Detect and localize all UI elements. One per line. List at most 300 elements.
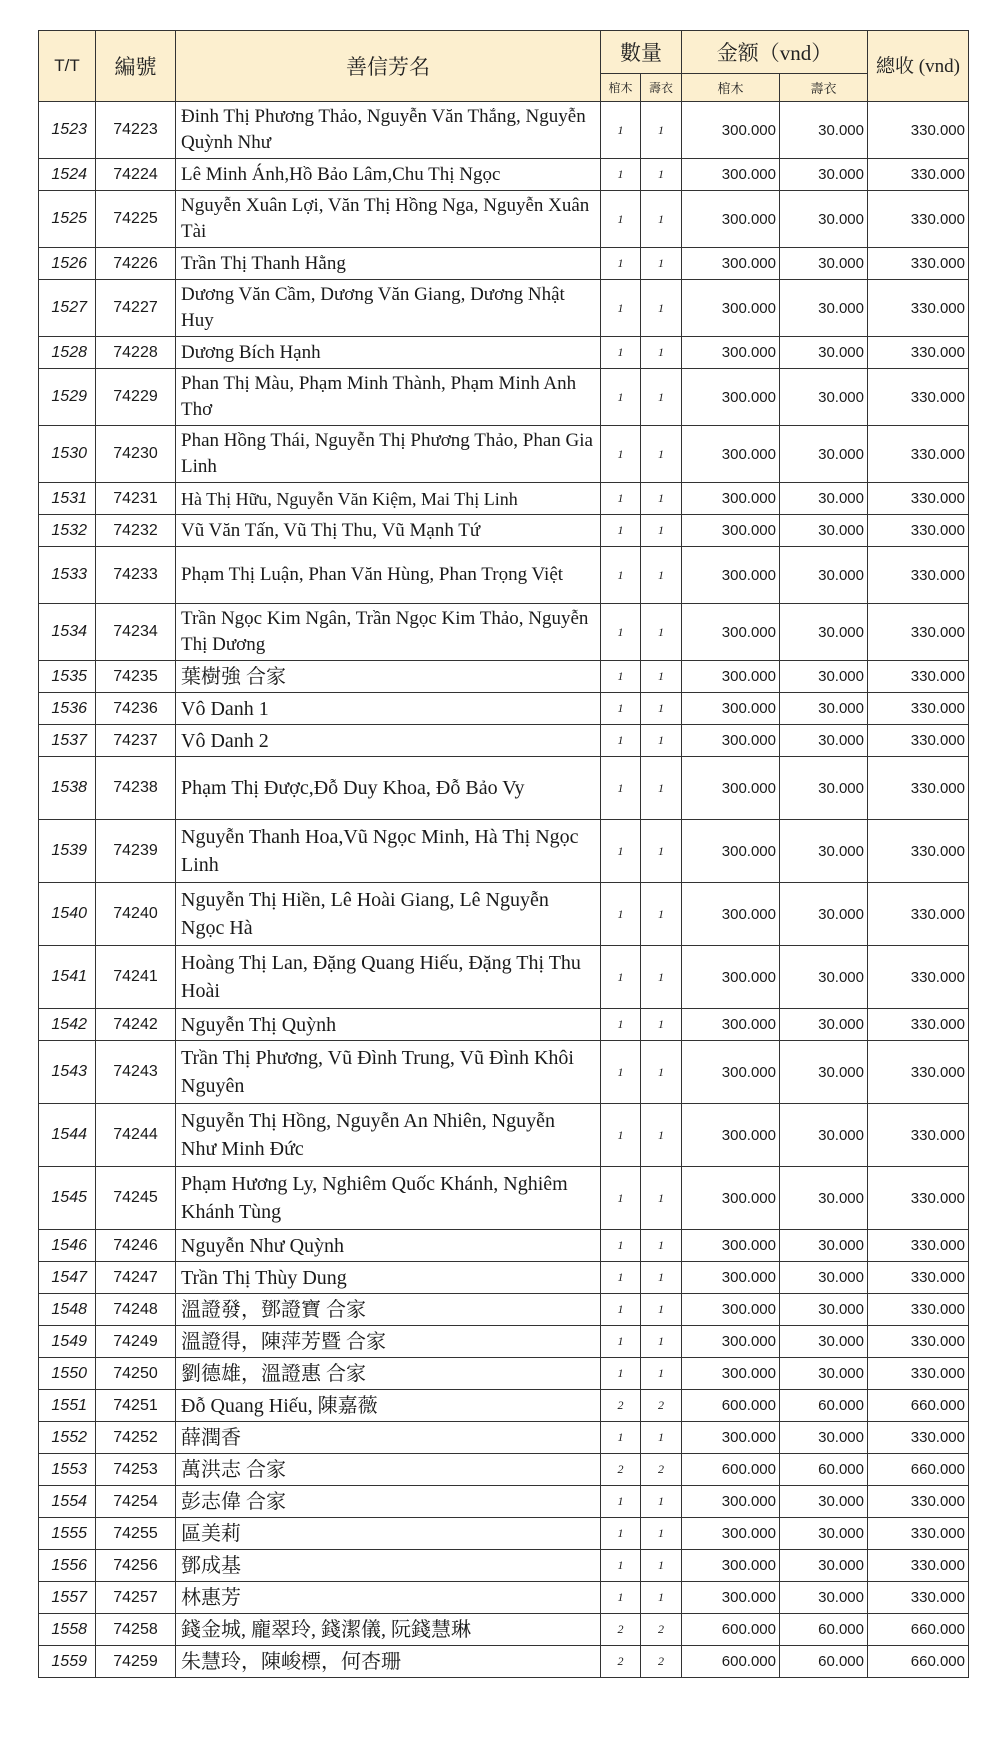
donor-code: 74243 xyxy=(96,1041,176,1104)
amount-shroud: 30.000 xyxy=(780,102,868,159)
row-number: 1556 xyxy=(39,1550,96,1582)
row-number: 1558 xyxy=(39,1614,96,1646)
donor-name: Nguyễn Thị Hiền, Lê Hoài Giang, Lê Nguyễn Ngọc Hà xyxy=(176,883,601,946)
qty-coffin: 1 xyxy=(601,1422,641,1454)
qty-shroud: 1 xyxy=(641,1582,682,1614)
amount-coffin: 300.000 xyxy=(682,1167,780,1230)
amount-shroud: 30.000 xyxy=(780,1009,868,1041)
qty-coffin: 1 xyxy=(601,661,641,693)
qty-coffin: 1 xyxy=(601,191,641,248)
table-row xyxy=(39,483,969,515)
row-number: 1555 xyxy=(39,1518,96,1550)
amount-coffin: 300.000 xyxy=(682,1422,780,1454)
donor-code: 74238 xyxy=(96,757,176,820)
amount-coffin: 300.000 xyxy=(682,280,780,337)
table-row xyxy=(39,102,969,159)
qty-shroud: 1 xyxy=(641,1486,682,1518)
donor-code: 74250 xyxy=(96,1358,176,1390)
row-number: 1538 xyxy=(39,757,96,820)
qty-shroud: 2 xyxy=(641,1390,682,1422)
qty-coffin: 1 xyxy=(601,820,641,883)
donor-name: 林惠芳 xyxy=(176,1582,601,1614)
amount-coffin: 300.000 xyxy=(682,515,780,547)
donor-code: 74234 xyxy=(96,604,176,661)
qty-shroud: 1 xyxy=(641,1358,682,1390)
table-row xyxy=(39,604,969,661)
table-row xyxy=(39,1262,969,1294)
amount-shroud: 30.000 xyxy=(780,1326,868,1358)
total-amount: 330.000 xyxy=(868,820,969,883)
qty-coffin: 1 xyxy=(601,1518,641,1550)
total-amount: 330.000 xyxy=(868,483,969,515)
amount-shroud: 30.000 xyxy=(780,483,868,515)
total-amount: 330.000 xyxy=(868,883,969,946)
row-number: 1541 xyxy=(39,946,96,1009)
amount-coffin: 300.000 xyxy=(682,725,780,757)
row-number: 1537 xyxy=(39,725,96,757)
amount-shroud: 30.000 xyxy=(780,369,868,426)
table-row xyxy=(39,159,969,191)
qty-coffin: 1 xyxy=(601,946,641,1009)
donor-name: 鄧成基 xyxy=(176,1550,601,1582)
amount-shroud: 30.000 xyxy=(780,1262,868,1294)
qty-shroud: 1 xyxy=(641,1262,682,1294)
row-number: 1539 xyxy=(39,820,96,883)
row-number: 1536 xyxy=(39,693,96,725)
donor-code: 74248 xyxy=(96,1294,176,1326)
row-number: 1525 xyxy=(39,191,96,248)
qty-shroud: 1 xyxy=(641,159,682,191)
amount-shroud: 30.000 xyxy=(780,1486,868,1518)
total-amount: 330.000 xyxy=(868,547,969,604)
amount-shroud: 60.000 xyxy=(780,1390,868,1422)
table-row xyxy=(39,280,969,337)
qty-shroud: 1 xyxy=(641,483,682,515)
donor-name: 萬洪志 合家 xyxy=(176,1454,601,1486)
total-amount: 330.000 xyxy=(868,515,969,547)
table-row xyxy=(39,757,969,820)
donor-code: 74231 xyxy=(96,483,176,515)
header-amount: 金额（vnd） xyxy=(682,31,868,74)
qty-shroud: 1 xyxy=(641,515,682,547)
donor-name: Trần Ngọc Kim Ngân, Trần Ngọc Kim Thảo, Nguyễn Thị Dương xyxy=(176,604,601,661)
qty-shroud: 1 xyxy=(641,547,682,604)
header-tt: T/T xyxy=(39,31,96,102)
total-amount: 330.000 xyxy=(868,946,969,1009)
table-row xyxy=(39,725,969,757)
amount-coffin: 600.000 xyxy=(682,1646,780,1678)
donor-name: Phạm Hương Ly, Nghiêm Quốc Khánh, Nghiêm Khánh Tùng xyxy=(176,1167,601,1230)
table-row xyxy=(39,1646,969,1678)
donor-code: 74232 xyxy=(96,515,176,547)
donor-name: Nguyễn Thị Quỳnh xyxy=(176,1009,601,1041)
donor-name: Trần Thị Phương, Vũ Đình Trung, Vũ Đình Khôi Nguyên xyxy=(176,1041,601,1104)
donor-name: Hà Thị Hữu, Nguyễn Văn Kiệm, Mai Thị Linh xyxy=(176,483,601,515)
amount-shroud: 30.000 xyxy=(780,1422,868,1454)
donor-name: 劉德雄，溫證惠 合家 xyxy=(176,1358,601,1390)
header-quantity: 數量 xyxy=(601,31,682,74)
amount-coffin: 300.000 xyxy=(682,369,780,426)
row-number: 1549 xyxy=(39,1326,96,1358)
qty-coffin: 1 xyxy=(601,883,641,946)
qty-shroud: 1 xyxy=(641,946,682,1009)
amount-coffin: 300.000 xyxy=(682,1518,780,1550)
qty-shroud: 1 xyxy=(641,102,682,159)
row-number: 1547 xyxy=(39,1262,96,1294)
row-number: 1532 xyxy=(39,515,96,547)
table-row xyxy=(39,1358,969,1390)
amount-shroud: 30.000 xyxy=(780,661,868,693)
donor-code: 74226 xyxy=(96,248,176,280)
amount-shroud: 30.000 xyxy=(780,547,868,604)
amount-shroud: 30.000 xyxy=(780,515,868,547)
total-amount: 330.000 xyxy=(868,725,969,757)
donor-name: 彭志偉 合家 xyxy=(176,1486,601,1518)
header-amount-shroud: 壽衣 xyxy=(780,74,868,102)
amount-shroud: 30.000 xyxy=(780,1167,868,1230)
table-row xyxy=(39,1454,969,1486)
donor-name: 溫證得，陳萍芳暨 合家 xyxy=(176,1326,601,1358)
donor-name: Phạm Thị Luận, Phan Văn Hùng, Phan Trọng Việt xyxy=(176,547,601,604)
total-amount: 330.000 xyxy=(868,1358,969,1390)
donor-name: Trần Thị Thùy Dung xyxy=(176,1262,601,1294)
table-row xyxy=(39,547,969,604)
table-row xyxy=(39,820,969,883)
donor-code: 74247 xyxy=(96,1262,176,1294)
row-number: 1548 xyxy=(39,1294,96,1326)
total-amount: 330.000 xyxy=(868,1486,969,1518)
donor-code: 74241 xyxy=(96,946,176,1009)
amount-shroud: 30.000 xyxy=(780,248,868,280)
total-amount: 330.000 xyxy=(868,1167,969,1230)
table-row xyxy=(39,426,969,483)
amount-coffin: 300.000 xyxy=(682,483,780,515)
row-number: 1527 xyxy=(39,280,96,337)
amount-coffin: 300.000 xyxy=(682,1230,780,1262)
amount-coffin: 300.000 xyxy=(682,820,780,883)
table-row xyxy=(39,1230,969,1262)
amount-shroud: 30.000 xyxy=(780,1582,868,1614)
amount-coffin: 300.000 xyxy=(682,159,780,191)
qty-coffin: 1 xyxy=(601,604,641,661)
amount-shroud: 30.000 xyxy=(780,1358,868,1390)
donor-code: 74228 xyxy=(96,337,176,369)
qty-coffin: 1 xyxy=(601,1167,641,1230)
amount-shroud: 60.000 xyxy=(780,1454,868,1486)
donor-name: Nguyễn Như Quỳnh xyxy=(176,1230,601,1262)
qty-coffin: 1 xyxy=(601,693,641,725)
total-amount: 330.000 xyxy=(868,757,969,820)
amount-coffin: 300.000 xyxy=(682,1582,780,1614)
table-row xyxy=(39,661,969,693)
row-number: 1526 xyxy=(39,248,96,280)
table-body xyxy=(39,102,969,1678)
table-row xyxy=(39,1518,969,1550)
donor-code: 74233 xyxy=(96,547,176,604)
amount-shroud: 60.000 xyxy=(780,1614,868,1646)
qty-coffin: 1 xyxy=(601,1009,641,1041)
table-row xyxy=(39,1041,969,1104)
table-row xyxy=(39,1614,969,1646)
donation-table xyxy=(38,30,969,1678)
amount-coffin: 300.000 xyxy=(682,661,780,693)
donor-name: 錢金城, 龐翠玲, 錢潔儀, 阮錢慧琳 xyxy=(176,1614,601,1646)
donor-name: Nguyễn Xuân Lợi, Văn Thị Hồng Nga, Nguyễn Xuân Tài xyxy=(176,191,601,248)
donor-code: 74237 xyxy=(96,725,176,757)
amount-coffin: 300.000 xyxy=(682,547,780,604)
amount-shroud: 30.000 xyxy=(780,1518,868,1550)
qty-coffin: 1 xyxy=(601,248,641,280)
amount-shroud: 30.000 xyxy=(780,757,868,820)
donor-name: Đinh Thị Phương Thảo, Nguyễn Văn Thắng, Nguyễn Quỳnh Như xyxy=(176,102,601,159)
donor-code: 74246 xyxy=(96,1230,176,1262)
qty-coffin: 1 xyxy=(601,725,641,757)
qty-shroud: 1 xyxy=(641,1422,682,1454)
amount-coffin: 300.000 xyxy=(682,102,780,159)
table-row xyxy=(39,337,969,369)
row-number: 1554 xyxy=(39,1486,96,1518)
donor-name: Phạm Thị Được,Đỗ Duy Khoa, Đỗ Bảo Vy xyxy=(176,757,601,820)
qty-shroud: 2 xyxy=(641,1646,682,1678)
donor-code: 74252 xyxy=(96,1422,176,1454)
donor-name: 溫證發，鄧證寶 合家 xyxy=(176,1294,601,1326)
table-row xyxy=(39,1422,969,1454)
amount-coffin: 300.000 xyxy=(682,604,780,661)
total-amount: 330.000 xyxy=(868,1550,969,1582)
amount-shroud: 30.000 xyxy=(780,280,868,337)
amount-shroud: 30.000 xyxy=(780,883,868,946)
qty-shroud: 1 xyxy=(641,725,682,757)
total-amount: 330.000 xyxy=(868,159,969,191)
donor-name: Đỗ Quang Hiếu, 陳嘉薇 xyxy=(176,1390,601,1422)
donor-code: 74254 xyxy=(96,1486,176,1518)
donor-code: 74244 xyxy=(96,1104,176,1167)
qty-shroud: 1 xyxy=(641,820,682,883)
table-row xyxy=(39,1294,969,1326)
amount-shroud: 30.000 xyxy=(780,1230,868,1262)
qty-shroud: 1 xyxy=(641,693,682,725)
total-amount: 330.000 xyxy=(868,337,969,369)
amount-shroud: 30.000 xyxy=(780,337,868,369)
donor-code: 74239 xyxy=(96,820,176,883)
total-amount: 330.000 xyxy=(868,1104,969,1167)
qty-shroud: 1 xyxy=(641,1230,682,1262)
row-number: 1557 xyxy=(39,1582,96,1614)
total-amount: 330.000 xyxy=(868,248,969,280)
total-amount: 330.000 xyxy=(868,280,969,337)
donor-code: 74236 xyxy=(96,693,176,725)
qty-shroud: 1 xyxy=(641,1294,682,1326)
amount-coffin: 300.000 xyxy=(682,1041,780,1104)
amount-shroud: 30.000 xyxy=(780,820,868,883)
total-amount: 660.000 xyxy=(868,1390,969,1422)
qty-shroud: 1 xyxy=(641,1167,682,1230)
total-amount: 330.000 xyxy=(868,1582,969,1614)
qty-shroud: 1 xyxy=(641,426,682,483)
row-number: 1530 xyxy=(39,426,96,483)
header-qty-coffin: 棺木 xyxy=(601,74,641,102)
qty-shroud: 1 xyxy=(641,1518,682,1550)
row-number: 1552 xyxy=(39,1422,96,1454)
amount-coffin: 300.000 xyxy=(682,191,780,248)
qty-coffin: 2 xyxy=(601,1390,641,1422)
donor-code: 74224 xyxy=(96,159,176,191)
amount-shroud: 30.000 xyxy=(780,426,868,483)
row-number: 1551 xyxy=(39,1390,96,1422)
donor-name: 薛潤香 xyxy=(176,1422,601,1454)
qty-shroud: 1 xyxy=(641,883,682,946)
row-number: 1545 xyxy=(39,1167,96,1230)
qty-shroud: 1 xyxy=(641,369,682,426)
table-row xyxy=(39,515,969,547)
table-row xyxy=(39,883,969,946)
qty-coffin: 2 xyxy=(601,1646,641,1678)
row-number: 1535 xyxy=(39,661,96,693)
header-code: 編號 xyxy=(96,31,176,102)
total-amount: 330.000 xyxy=(868,1326,969,1358)
row-number: 1559 xyxy=(39,1646,96,1678)
qty-coffin: 1 xyxy=(601,1262,641,1294)
qty-coffin: 2 xyxy=(601,1454,641,1486)
row-number: 1542 xyxy=(39,1009,96,1041)
qty-shroud: 1 xyxy=(641,757,682,820)
donor-name: Hoàng Thị Lan, Đặng Quang Hiếu, Đặng Thị Thu Hoài xyxy=(176,946,601,1009)
qty-coffin: 1 xyxy=(601,1550,641,1582)
row-number: 1524 xyxy=(39,159,96,191)
qty-coffin: 1 xyxy=(601,1326,641,1358)
qty-coffin: 1 xyxy=(601,280,641,337)
table-row xyxy=(39,693,969,725)
row-number: 1544 xyxy=(39,1104,96,1167)
table-row xyxy=(39,369,969,426)
amount-shroud: 30.000 xyxy=(780,725,868,757)
amount-coffin: 300.000 xyxy=(682,693,780,725)
donor-name: Phan Hồng Thái, Nguyễn Thị Phương Thảo, Phan Gia Linh xyxy=(176,426,601,483)
donor-code: 74235 xyxy=(96,661,176,693)
amount-shroud: 30.000 xyxy=(780,946,868,1009)
donor-name: 朱慧玲，陳峻標，何杏珊 xyxy=(176,1646,601,1678)
qty-shroud: 1 xyxy=(641,661,682,693)
total-amount: 330.000 xyxy=(868,1262,969,1294)
table-row xyxy=(39,1167,969,1230)
qty-coffin: 1 xyxy=(601,1486,641,1518)
row-number: 1531 xyxy=(39,483,96,515)
amount-shroud: 30.000 xyxy=(780,1104,868,1167)
header-amount-coffin: 棺木 xyxy=(682,74,780,102)
table-row xyxy=(39,1390,969,1422)
table-row xyxy=(39,1486,969,1518)
total-amount: 330.000 xyxy=(868,693,969,725)
total-amount: 330.000 xyxy=(868,661,969,693)
donor-name: Vô Danh 1 xyxy=(176,693,601,725)
donor-name: Dương Bích Hạnh xyxy=(176,337,601,369)
qty-coffin: 1 xyxy=(601,483,641,515)
amount-coffin: 300.000 xyxy=(682,1262,780,1294)
table-row xyxy=(39,191,969,248)
table-row xyxy=(39,1550,969,1582)
row-number: 1533 xyxy=(39,547,96,604)
total-amount: 330.000 xyxy=(868,102,969,159)
qty-shroud: 1 xyxy=(641,1009,682,1041)
amount-coffin: 300.000 xyxy=(682,883,780,946)
donor-code: 74245 xyxy=(96,1167,176,1230)
header-qty-shroud: 壽衣 xyxy=(641,74,682,102)
qty-coffin: 1 xyxy=(601,757,641,820)
donor-code: 74229 xyxy=(96,369,176,426)
qty-shroud: 1 xyxy=(641,337,682,369)
qty-coffin: 1 xyxy=(601,1294,641,1326)
amount-coffin: 600.000 xyxy=(682,1390,780,1422)
amount-coffin: 300.000 xyxy=(682,1486,780,1518)
table-row xyxy=(39,1326,969,1358)
amount-shroud: 30.000 xyxy=(780,1041,868,1104)
total-amount: 330.000 xyxy=(868,1230,969,1262)
amount-coffin: 600.000 xyxy=(682,1454,780,1486)
qty-coffin: 1 xyxy=(601,426,641,483)
row-number: 1546 xyxy=(39,1230,96,1262)
donor-name: Dương Văn Cầm, Dương Văn Giang, Dương Nhật Huy xyxy=(176,280,601,337)
row-number: 1543 xyxy=(39,1041,96,1104)
header-donor-name: 善信芳名 xyxy=(176,31,601,102)
amount-coffin: 300.000 xyxy=(682,1104,780,1167)
donor-code: 74240 xyxy=(96,883,176,946)
qty-coffin: 1 xyxy=(601,1230,641,1262)
donor-name: Vô Danh 2 xyxy=(176,725,601,757)
amount-coffin: 300.000 xyxy=(682,757,780,820)
total-amount: 330.000 xyxy=(868,1009,969,1041)
total-amount: 330.000 xyxy=(868,1518,969,1550)
qty-coffin: 1 xyxy=(601,515,641,547)
qty-coffin: 2 xyxy=(601,1614,641,1646)
amount-coffin: 300.000 xyxy=(682,1326,780,1358)
qty-shroud: 1 xyxy=(641,604,682,661)
donor-name: Lê Minh Ánh,Hồ Bảo Lâm,Chu Thị Ngọc xyxy=(176,159,601,191)
qty-coffin: 1 xyxy=(601,159,641,191)
donor-code: 74225 xyxy=(96,191,176,248)
amount-shroud: 30.000 xyxy=(780,604,868,661)
donor-code: 74253 xyxy=(96,1454,176,1486)
qty-shroud: 1 xyxy=(641,1326,682,1358)
qty-coffin: 1 xyxy=(601,1358,641,1390)
donor-code: 74249 xyxy=(96,1326,176,1358)
row-number: 1523 xyxy=(39,102,96,159)
total-amount: 330.000 xyxy=(868,369,969,426)
row-number: 1528 xyxy=(39,337,96,369)
table-row xyxy=(39,946,969,1009)
amount-coffin: 300.000 xyxy=(682,1009,780,1041)
amount-shroud: 60.000 xyxy=(780,1646,868,1678)
qty-coffin: 1 xyxy=(601,1104,641,1167)
donor-code: 74242 xyxy=(96,1009,176,1041)
amount-coffin: 300.000 xyxy=(682,1294,780,1326)
donor-code: 74259 xyxy=(96,1646,176,1678)
qty-shroud: 1 xyxy=(641,1104,682,1167)
total-amount: 330.000 xyxy=(868,1041,969,1104)
qty-shroud: 1 xyxy=(641,1041,682,1104)
total-amount: 660.000 xyxy=(868,1614,969,1646)
qty-coffin: 1 xyxy=(601,547,641,604)
total-amount: 330.000 xyxy=(868,1294,969,1326)
qty-coffin: 1 xyxy=(601,1582,641,1614)
row-number: 1534 xyxy=(39,604,96,661)
donor-name: 區美莉 xyxy=(176,1518,601,1550)
amount-coffin: 300.000 xyxy=(682,248,780,280)
amount-shroud: 30.000 xyxy=(780,1294,868,1326)
amount-coffin: 300.000 xyxy=(682,1358,780,1390)
amount-coffin: 300.000 xyxy=(682,946,780,1009)
donor-code: 74256 xyxy=(96,1550,176,1582)
donor-name: Nguyễn Thanh Hoa,Vũ Ngọc Minh, Hà Thị Ngọc Linh xyxy=(176,820,601,883)
